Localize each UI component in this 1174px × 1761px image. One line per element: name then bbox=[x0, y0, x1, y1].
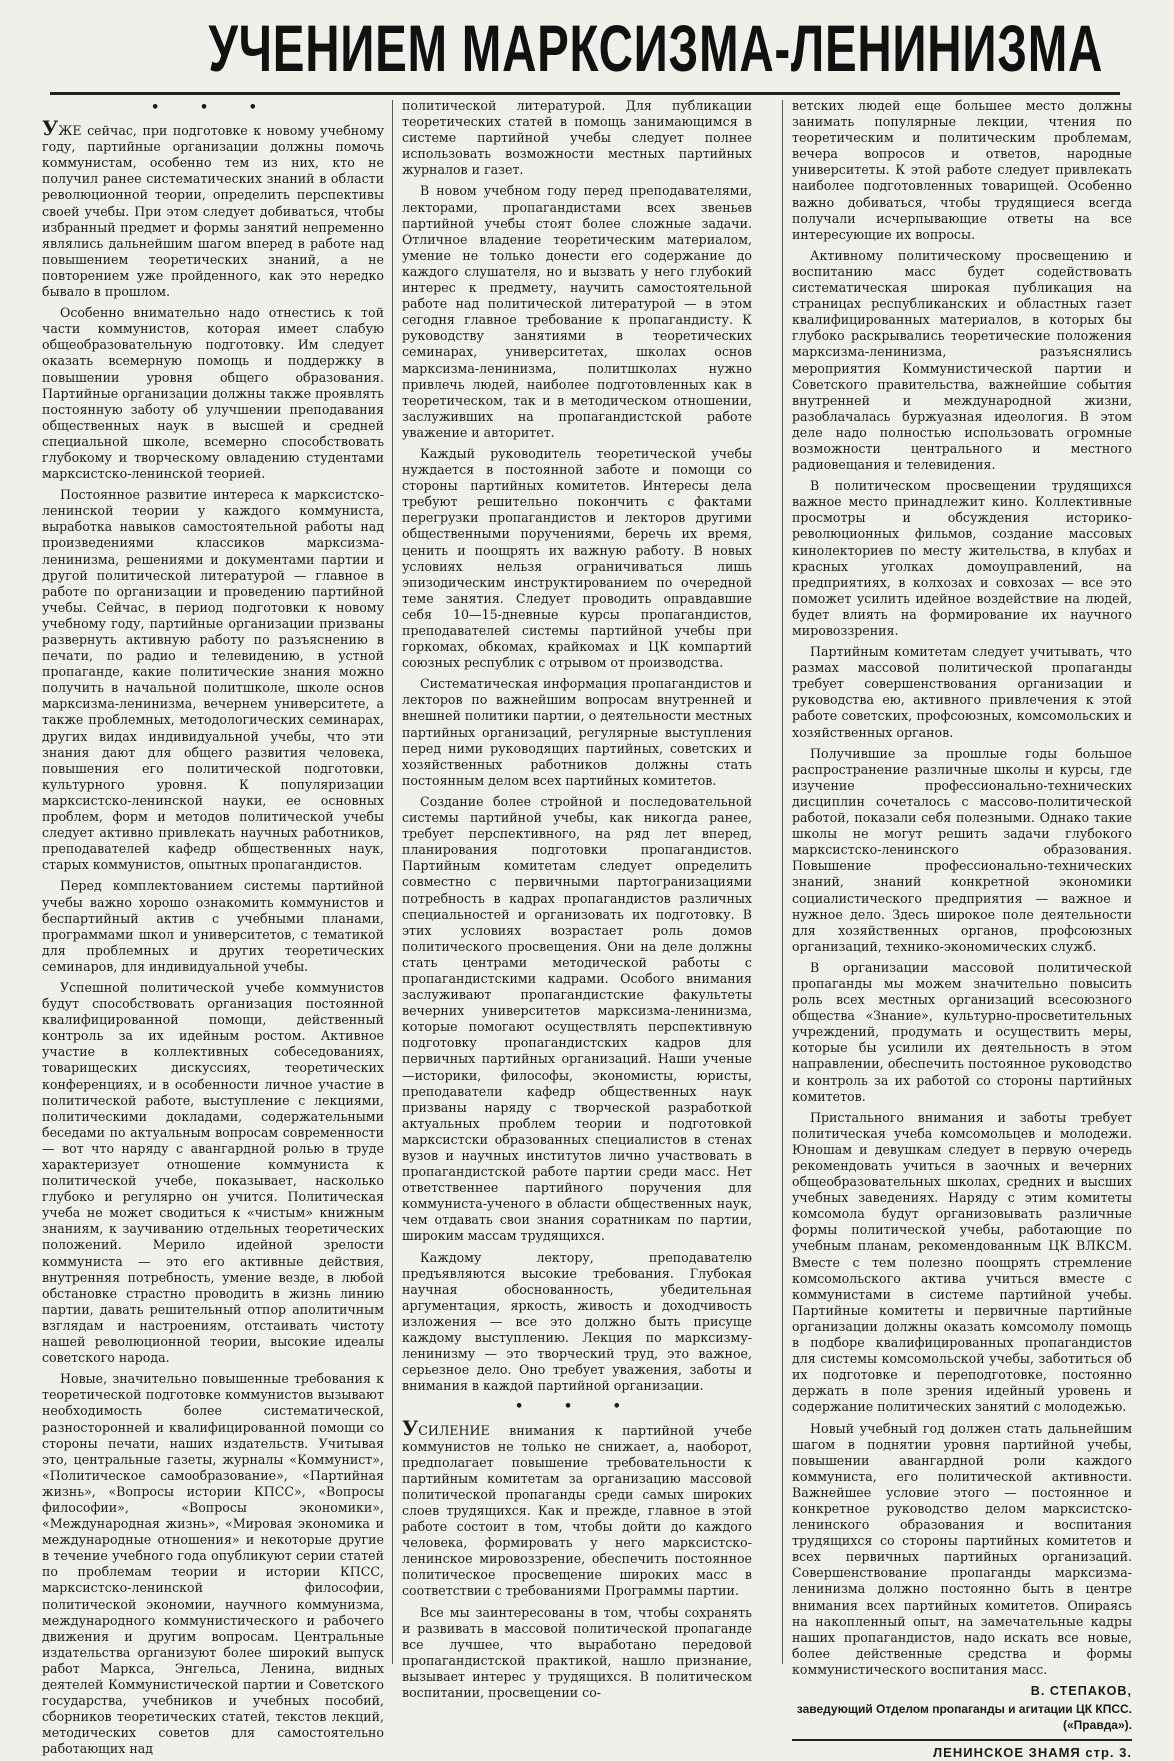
article-paragraph: Создание более стройной и последовательной системы партийной учебы, как никогда ранее, требует перспективного, на ряд лет вперед, планирования подготовки пропагандистов. Партийным комитетам следует определить совместно с первичными партогранизациями потребность в кадрах пропагандистов различных специальностей и организовать их подготовку. В этих условиях возрастает роль домов политического просвещения. Они на деле должны стать центрами методической работы с пропагандистскими кадрами. Особого внимания заслуживают пропагандистские факультеты вечерних университетов марксизма-ленинизма, которые помогают осуществлять перспективную подготовку пропагандистских кадров для первичных партийных организаций. Наши ученые—историки, философы, экономисты, юристы, преподаватели кафедр общественных наук призваны наряду с творческой разработкой актуальных проблем теории и подготовкой марксистски образованных специалистов в стенах вузов и научных институтов лично участвовать в пропагандистской работе партии среди масс. Нет ответственнее партийного поручения для коммуниста-ученого в области общественных наук, чем отдавать свои знания соратникам по партии, широким массам трудящихся. bbox=[402, 793, 752, 1244]
column-3-paragraphs bbox=[792, 98, 1132, 1678]
article-paragraph: Систематическая информация пропагандистов и лекторов по важнейшим вопросам внутренней и внешней политики партии, о деятельности местных партийных организаций, регулярные выступления перед ними руководящих партийных, советских и хозяйственных работников должны стать постоянным делом всех партийных комитетов. bbox=[402, 676, 752, 788]
author-title: заведующий Отделом пропаганды и агитации ЦК КПСС. («Правда»). bbox=[796, 1702, 1132, 1733]
article-paragraph: Пристального внимания и заботы требует политическая учеба комсомольцев и молодежи. Юношам и девушкам следует в первую очередь рекомендовать учиться в заочных и вечерних общеобразовательных школах, средних и высших учебных заведениях. Наряду с этим комитеты комсомола будут организовывать различные формы политической учебы, работающие по учебным планам, рекомендованным ЦК ВЛКСМ. Вместе с тем полезно поощрять стремление комсомольского актива учиться вместе с коммунистами в системе партийной учебы. Партийные комитеты и первичные партийные организации должны оказать комсомолу помощь в подборе квалифицированных пропагандистов для системы комсомольской учебы, заботиться об их подготовке и переподготовке, постоянно держать в поле зрения идейный уровень и содержание политических занятий с молодежью. bbox=[792, 1109, 1132, 1415]
article-column-3 bbox=[792, 98, 1132, 1761]
article-column-1 bbox=[42, 98, 384, 1757]
article-paragraph: Особенно внимательно надо отнестись к той части коммунистов, которая имеет слабую общеобразовательную подготовку. Им следует оказать всемерную помощь и поддержку в повышении уровня общего образования. Партийные организации должны также проявлять постоянную заботу об улучшении преподавания общественных наук в высшей и средней специальной школе, всемерно способствовать глубокому и творческому овладению студентами марксистско-ленинской теорией. bbox=[42, 305, 384, 482]
article-paragraph: политической литературой. Для публикации теоретических статей в помощь занимающимся в системе партийной учебы следует полнее использовать возможности местных партийных журналов и газет. bbox=[402, 98, 752, 178]
page-footer: ЛЕНИНСКОЕ ЗНАМЯ стр. 3. bbox=[933, 1745, 1132, 1761]
article-paragraph: Перед комплектованием системы партийной учебы важно хорошо ознакомить коммунистов и беспартийный актив с учебными планами, программами школ и университетов, с тематикой для проблемных и других теоретических семинаров, для индивидуальной учебы. bbox=[42, 878, 384, 974]
article-paragraph: Активному политическому просвещению и воспитанию масс будет содействовать систематическая широкая публикация на страницах республиканских и областных газет квалифицированных материалов, в которых бы глубоко раскрывались теоретические положения марксизма-ленинизма, разъяснялись мероприятия Коммунистической партии и Советского правительства, важнейшие события внутренней и международной жизни, разоблачалась буржуазная идеология. В этом деле надо полностью использовать огромные возможности центрального и местного радиовещания и телевидения. bbox=[792, 247, 1132, 473]
article-paragraph: Постоянное развитие интереса к марксистско-ленинской теории у каждого коммуниста, выработка навыков самостоятельной работы над произведениями классиков марксизма-ленинизма, решениями и документами партии и другой политической литературой — главное в работе по организации и проведению партийной учебы. Сейчас, в период подготовки к новому учебному году, партийные организации призваны развернуть активную работу по разъяснению в печати, по радио и телевидению, в устной пропаганде, какие политические знания можно получить в начальной политшколе, школе основ марксизма-ленинизма, вечернем университете, а также проблемных, методологических семинарах, других видах индивидуальной учебы, что эти знания дают для общего развития человека, повышения его политической подготовки, культурного уровня. К популяризации марксистско-ленинской науки, ее основных проблем, форм и методов политической учебы следует активно привлекать научных работников, преподавателей кафедр общественных наук, старых коммунистов, опытных пропагандистов. bbox=[42, 487, 384, 873]
author-signature: В. СТЕПАКОВ, bbox=[1030, 1684, 1132, 1698]
column-divider bbox=[782, 100, 783, 1664]
article-column-2 bbox=[402, 98, 752, 1700]
article-paragraph: ветских людей еще большее место должны занимать популярные лекции, чтения по теоретическим и политическим проблемам, вечера вопросов и ответов, народные университеты. К этой работе следует привлекать наиболее подготовленных товарищей. Особенно важно добиваться, чтобы трудящиеся всегда получали исчерпывающие ответы на все интересующие их вопросы. bbox=[792, 98, 1132, 242]
article-paragraph: Каждому лектору, преподавателю предъявляются высокие требования. Глубокая научная обоснованность, убедительная аргументация, яркость, живость и доходчивость изложения — все это должно быть присуще каждому выступлению. Лекция по марксизму-ленинизму — это творческий труд, это важное, серьезное дело. Оно требует уважения, заботы и внимания в каждой партийной организации. bbox=[402, 1249, 752, 1394]
article-paragraph: Партийным комитетам следует учитывать, что размах массовой политической пропаганды требует совершенствования организации и руководства ею, активного привлечения к этой работе советских, профсоюзных, комсомольских и хозяйственных органов. bbox=[792, 644, 1132, 740]
footer-rule bbox=[792, 1739, 1132, 1741]
article-paragraph: Получившие за прошлые годы большое распространение различные школы и курсы, где изучение профессионально-технических дисциплин сочеталось с массово-политической работой, показали себя полезными. Однако такие школы не могут решить задачи глубокого марксистско-ленинского образования. Повышение профессионально-технических знаний, знаний конкретной экономики социалистического предприятия — важное и нужное дело. Здесь широкое поле деятельности для хозяйственных органов, профсоюзных организаций, технико-экономических служб. bbox=[792, 745, 1132, 954]
section-stars: • • • bbox=[515, 1399, 639, 1415]
headline: УЧЕНИЕМ МАРКСИЗМА-ЛЕНИНИЗМА bbox=[208, 11, 1104, 85]
drop-cap: У bbox=[42, 116, 59, 141]
article-paragraph: В новом учебном году перед преподавателями, лекторами, пропагандистами всех звеньев партийной учебы стоят более сложные задачи. Отличное владение теоретическим материалом, умение не только донести его содержание до каждого слушателя, но и вызвать у него глубокий интерес к предмету, научить самостоятельной работе над политической литературой — в этом сегодня главное требование к пропагандисту. К руководству занятиями в теоретических семинарах, университетах, школах основ марксизма-ленинизма, политшколах нужно привлечь людей, наиболее подготовленных как в теоретическом, так и в методическом отношении, заслуживших на пропагандистской работе уважение и авторитет. bbox=[402, 183, 752, 440]
column-1-paragraphs bbox=[42, 116, 384, 1757]
article-paragraph: Каждый руководитель теоретической учебы нуждается в постоянной заботе и помощи со стороны партийных комитетов. Интересы дела требуют решительно покончить с фактами перегрузки пропагандистов и лекторов другими общественными поручениями, беречь их время, ценить и поощрять их важную работу. В новых условиях нельзя ограничиваться лишь эпизодическим инструктированием по очередной теме занятия. Следует проводить оправдавшие себя 10—15-дневные курсы пропагандистов, преподавателей системы партийной учебы при горкомах, обкомах, крайкомах и ЦК компартий союзных республик с отрывом от производства. bbox=[402, 445, 752, 671]
article-paragraph: В политическом просвещении трудящихся важное место принадлежит кино. Коллективные просмотры и обсуждения историко-революционных фильмов, создание массовых кинолекториев по месту жительства, в клубах и красных уголках домоуправлений, на предприятиях, в колхозах и совхозах — все это поможет усилить идейное воздействие на людей, будет влиять на формирование их научного мировоззрения. bbox=[792, 478, 1132, 638]
article-paragraph: УСИЛЕНИЕ внимания к партийной учебе коммунистов не только не снижает, а, наоборот, предполагает повышение требовательности к партийным комитетам за организацию массовой политической пропаганды среди самых широких слоев трудящихся. Как и прежде, главное в этой работе состоит в том, чтобы дойти до каждого человека, формировать у него марксистско-ленинское мировоззрение, обеспечить постоянное политическое просвещение широких масс в соответствии с требованиями Программы партии. bbox=[402, 1415, 752, 1599]
column-2-paragraphs bbox=[402, 98, 752, 1701]
article-paragraph: Новые, значительно повышенные требования к теоретической подготовке коммунистов вызывают необходимость более систематической, разносторонней и квалифицированной помощи со стороны печати, наших издательств. Учитывая это, центральные газеты, журналы «Коммунист», «Политическое самообразование», «Партийная жизнь», «Вопросы истории КПСС», «Вопросы философии», «Вопросы экономики», «Международная жизнь», «Мировая экономика и международные отношения» и некоторые другие в течение учебного года опубликуют серии статей по проблемам теории и истории КПСС, марксистско-ленинской философии, политической экономии, научного коммунизма, международного коммунистического и рабочего движения и другим вопросам. Центральные издательства организуют более широкий выпуск работ Маркса, Энгельса, Ленина, видных деятелей Коммунистической партии и Советского государства, учебников и учебных пособий, сборников теоретических статей, текстов лекций, методических советов для самостоятельно работающих над bbox=[42, 1371, 384, 1757]
headline-rule bbox=[50, 92, 1120, 95]
article-paragraph: УЖЕ сейчас, при подготовке к новому учебному году, партийные организации должны помочь коммунистам, особенно тем из них, кто не получил ранее систематических знаний в области революционной теории, определить перспективы своей учебы. При этом следует добиваться, чтобы избранный предмет и формы занятий непременно являлись дальнейшим шагом вперед в работе над повышением теоретических знаний, а не повторением уже пройденного, как это нередко бывало в прошлом. bbox=[42, 116, 384, 300]
article-paragraph: Новый учебный год должен стать дальнейшим шагом в поднятии уровня партийной учебы, повышении авангардной роли каждого коммуниста, его политической активности. Важнейшее условие этого — постоянное и конкретное руководство делом марксистско-ленинского образования и воспитания трудящихся со стороны партийных комитетов и всех первичных партийных организаций. Совершенствование пропаганды марксизма-ленинизма должно постоянно быть в центре внимания всех партийных комитетов. Опираясь на накопленный опыт, на замечательные кадры наших пропагандистов, надо искать все новые, более действенные средства и формы коммунистического воспитания масс. bbox=[792, 1420, 1132, 1677]
drop-cap: У bbox=[402, 1415, 419, 1440]
article-paragraph: Успешной политической учебе коммунистов будут способствовать организация постоянной квалифицированной помощи, действенный контроль за их идейным ростом. Активное участие в коллективных собеседованиях, товарищеских дискуссиях, теоретических конференциях, и в особенности личное участие в политической работе, выступление с лекциями, политическими докладами, содержательными беседами по актуальным вопросам современности — вот что наряду с авангардной ролью в труде характеризует отношение коммуниста к политической учебе, показывает, насколько глубоко и регулярно он учится. Политическая учеба не может сводиться к «чистым» книжным знаниям, к заучиванию отдельных теоретических положений. Мерило идейной зрелости коммуниста — это его активные действия, внутренняя потребность, умение везде, в любой обстановке страстно проводить в жизнь линию партии, давать решительный отпор аполитичным взглядам и настроениям, отстаивать чистоту нашей революционной теории, высокие идеалы советского народа. bbox=[42, 979, 384, 1366]
article-paragraph: В организации массовой политической пропаганды мы можем значительно повысить роль всех местных организаций всесоюзного общества «Знание», культурно-просветительных учреждений, продумать и осуществить меры, которые бы усилили их деятельность в этом направлении, обеспечить постоянное руководство и контроль за их работой со стороны партийных комитетов. bbox=[792, 959, 1132, 1104]
section-stars: • • • bbox=[151, 100, 275, 115]
column-divider bbox=[392, 100, 393, 1664]
article-paragraph: Все мы заинтересованы в том, чтобы сохранять и развивать в массовой политической пропаганде все лучшее, что выработано передовой пропагандистской практикой, нашло признание, вызывает интерес у трудящихся. В политическом воспитании, просвещении со- bbox=[402, 1604, 752, 1700]
